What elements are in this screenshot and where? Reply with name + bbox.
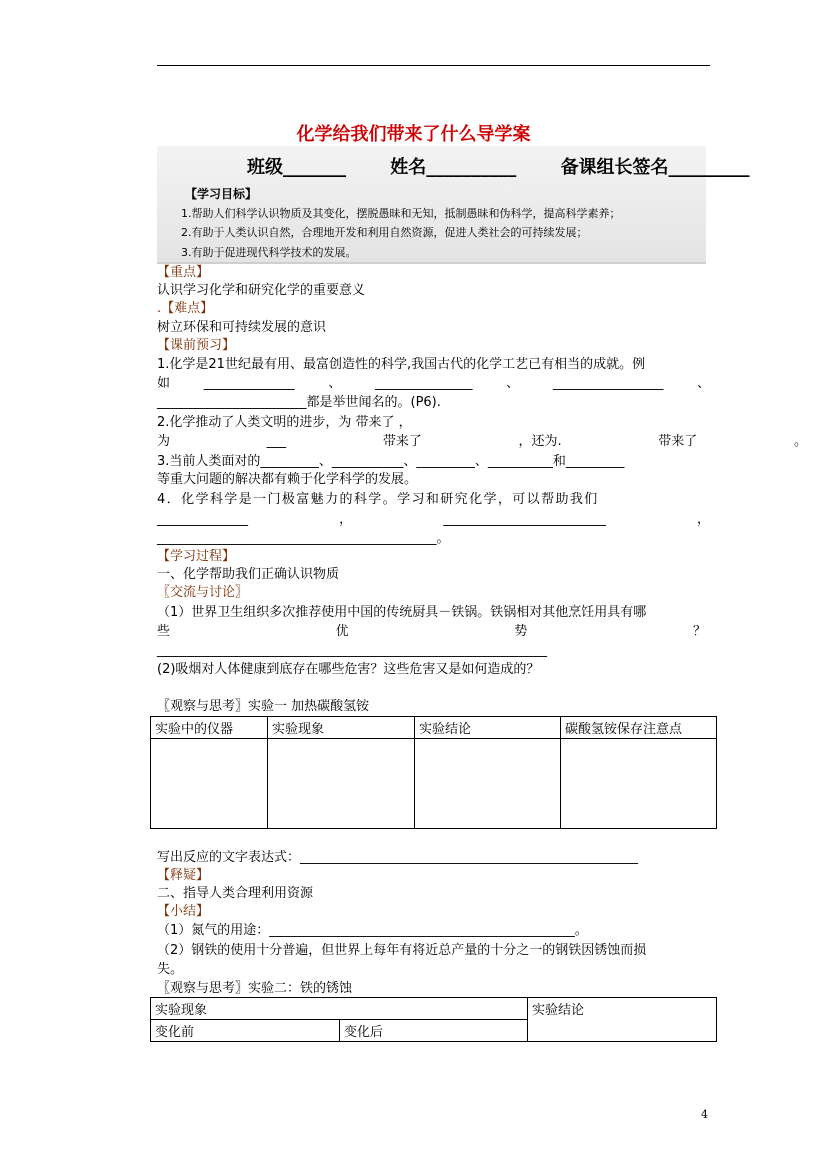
table-cell[interactable] — [151, 739, 268, 829]
difficulty-heading: .【难点】 — [157, 301, 214, 316]
answer-blank[interactable]: ______________ — [203, 376, 295, 391]
student-fields — [247, 153, 788, 179]
discuss-q1-line2 — [157, 623, 706, 640]
table-cell[interactable] — [415, 739, 561, 829]
text-fragment: ， — [696, 512, 710, 527]
preview-q4: 4．化学科学是一门极富魅力的科学。学习和研究化学，可以帮助我们 — [157, 492, 599, 507]
equation-prompt: 写出反应的文字表达式：____________________________________________________ — [157, 850, 639, 865]
text-fragment: ，还为. — [518, 434, 562, 449]
goals-heading: 【学习目标】 — [185, 187, 258, 201]
table-cell[interactable] — [268, 739, 415, 829]
process-heading: 【学习过程】 — [157, 549, 236, 564]
goal-item: 2.有助于人类认识自然，合理地开发和利用自然资源，促进人类社会的可持续发展； — [181, 226, 588, 239]
answer-blank[interactable]: _______________ — [375, 376, 473, 391]
preview-q2: 2.化学推动了人类文明的进步，为 带来了 ， — [157, 415, 412, 430]
table-header: 变化前 — [151, 1020, 340, 1042]
discuss-q2: (2)吸烟对人体健康到底存在哪些危害？这些危害又是如何造成的？ — [157, 662, 540, 677]
answer-blank[interactable]: ______________ — [157, 512, 248, 527]
table-header: 实验现象 — [151, 998, 528, 1020]
preview-q1: 1.化学是21世纪最有用、最富创造性的科学,我国古代的化学工艺已有相当的成就。例 — [157, 357, 646, 372]
name-field[interactable]: 姓名__________ — [390, 157, 517, 178]
summary-item-1: （1）氮气的用途：_______________________________________________。 — [157, 923, 588, 938]
summary-item-2-end: 失。 — [157, 962, 184, 977]
table-header: 实验中的仪器 — [151, 717, 268, 739]
text-fragment: 带来了 — [382, 434, 422, 449]
preview-q4-end: ___________________________________________。 — [157, 531, 450, 546]
answer-blank[interactable]: ___ — [266, 434, 287, 449]
table-header: 实验现象 — [268, 717, 415, 739]
text-fragment: 些 — [157, 624, 171, 639]
header-rule — [157, 65, 710, 66]
text-fragment: 、 — [696, 376, 710, 391]
text-fragment: 、 — [328, 376, 342, 391]
experiment-2-title: 〖观察与思考〗实验二：铁的锈蚀 — [157, 981, 353, 996]
table-header: 实验结论 — [528, 998, 717, 1042]
text-fragment: 。 — [793, 434, 807, 449]
preview-q3-end: 等重大问题的解决都有赖于化学科学的发展。 — [157, 472, 418, 487]
text-fragment: 势 — [514, 624, 528, 639]
key-point-text: 认识学习化学和研究化学的重要意义 — [157, 283, 366, 298]
table-header: 碳酸氢铵保存注意点 — [561, 717, 717, 739]
page-title: 化学给我们带来了什么导学案 — [296, 124, 531, 145]
preview-q1-end: _______________________都是举世闻名的。(P6). — [157, 395, 441, 410]
answer-blank[interactable]: _________________ — [552, 376, 664, 391]
discuss-heading: 〖交流与讨论〗 — [157, 585, 249, 600]
text-fragment: ？ — [692, 624, 706, 639]
experiment-2-table — [150, 997, 717, 1042]
table-header: 变化后 — [340, 1020, 528, 1042]
text-fragment: 带来了 — [658, 434, 698, 449]
answer-blank[interactable]: _________________________ — [443, 512, 606, 527]
preview-q1-blanks — [157, 375, 710, 392]
text-fragment: 、 — [506, 376, 520, 391]
table-cell[interactable] — [561, 739, 717, 829]
goal-item: 3.有助于促进现代科学技术的发展。 — [181, 246, 357, 259]
class-field[interactable]: 班级_______ — [247, 157, 346, 178]
text-fragment: ， — [339, 512, 353, 527]
preview-q2-blanks — [157, 433, 807, 450]
key-point-heading: 【重点】 — [157, 265, 210, 280]
experiment-1-table — [150, 716, 717, 829]
page-number: 4 — [701, 1108, 708, 1121]
text-fragment: 优 — [335, 624, 349, 639]
text-fragment: 如 — [157, 376, 171, 391]
section-1-title: 一、化学帮助我们正确认识物质 — [157, 567, 340, 582]
discuss-q1: （1）世界卫生组织多次推荐使用中国的传统厨具－铁锅。铁锅相对其他烹饪用具有哪 — [157, 605, 647, 620]
text-fragment: 为 — [157, 434, 171, 449]
sign-field[interactable]: 备课组长签名_________ — [560, 157, 750, 178]
preview-q3: 3.当前人类面对的_________、___________、_________、__________和_________ — [157, 454, 625, 469]
preview-q4-blanks — [157, 511, 710, 528]
table-header: 实验结论 — [415, 717, 561, 739]
goal-item: 1.帮助人们科学认识物质及其变化，摆脱愚昧和无知，抵制愚昧和伪科学，提高科学素养； — [181, 207, 621, 220]
summary-item-2: （2）钢铁的使用十分普遍，但世界上每年有将近总产量的十分之一的钢铁因锈蚀而损 — [157, 943, 647, 958]
summary-heading: 【小结】 — [157, 904, 210, 919]
discuss-q1-blank[interactable]: ____________________________________________________________ — [157, 643, 547, 658]
experiment-1-title: 〖观察与思考〗实验一 加热碳酸氢铵 — [157, 699, 370, 714]
difficulty-text: 树立环保和可持续发展的意识 — [157, 320, 327, 335]
explain-heading: 【释疑】 — [157, 868, 210, 883]
preview-heading: 【课前预习】 — [157, 338, 236, 353]
section-2-title: 二、指导人类合理利用资源 — [157, 886, 314, 901]
worksheet-banner — [157, 146, 750, 264]
